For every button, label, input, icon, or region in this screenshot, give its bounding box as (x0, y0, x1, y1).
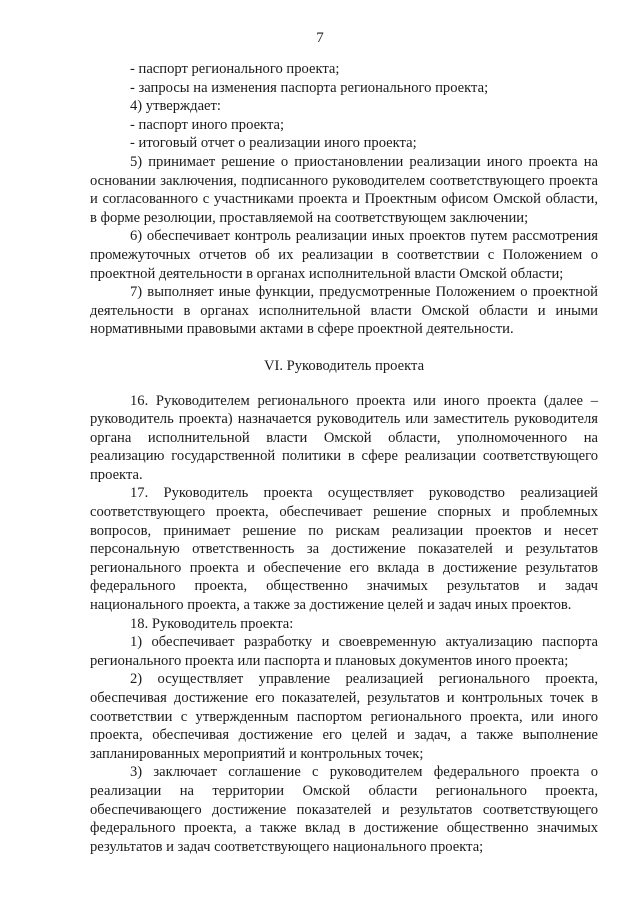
list-item: - паспорт иного проекта; (130, 116, 285, 133)
paragraph: 2) осуществляет управление реализацией регионального проекта, обеспечивая достижение его показателей, результатов и контрольных точек в соответствии с утвержденным паспортом регионального проекта, или иного проекта, обеспечивая достижение его целей и задач, а также выполнение запланированных мероприятий и контрольных точек; (90, 671, 598, 762)
paragraph: 6) обеспечивает контроль реализации иных проектов путем рассмотрения промежуточных отчетов об их реализации в соответствии с Положением о проектной деятельности в органах исполнительной власти Омской области; (90, 228, 598, 282)
paragraph: 5) принимает решение о приостановлении реализации иного проекта на основании заключения, подписанного руководителем соответствующего проекта и согласованного с участниками проекта и Проектным офисом Омской области, в форме резолюции, проставляемой на соответствующем заключении; (90, 153, 598, 226)
paragraph: 17. Руководитель проекта осуществляет руководство реализацией соответствующего проекта, обеспечивает решение спорных и проблемных вопросов, принимает решение по рискам реализации проектов и несет персональную ответственность за достижение показателей и результатов регионального проекта и обеспечение его вклада в достижение результатов федерального проекта, общественно значимых результатов и задач национального проекта, а также за достижение целей и задач иных проектов. (90, 485, 598, 614)
paragraph: 18. Руководитель проекта: (130, 615, 294, 632)
paragraph: 16. Руководителем регионального проекта или иного проекта (далее – руководитель проекта) назначается руководитель или заместитель руководителя органа исполнительной власти Омской области, уполномоченного на реализацию государственной политики в сфере реализации соответствующего проекта. (90, 392, 598, 483)
list-item: - итоговый отчет о реализации иного проекта; (130, 135, 417, 152)
list-item: - запросы на изменения паспорта регионального проекта; (130, 79, 489, 96)
page-number: 7 (316, 30, 324, 46)
document-body (90, 60, 598, 856)
paragraph: 1) обеспечивает разработку и своевременную актуализацию паспорта регионального проекта или паспорта и плановых документов иного проекта; (90, 634, 598, 669)
paragraph: 7) выполняет иные функции, предусмотренные Положением о проектной деятельности в органах исполнительной власти Омской области и иными нормативными правовыми актами в сфере проектной деятельности. (90, 284, 598, 338)
list-item: 4) утверждает: (130, 98, 221, 115)
section-heading: VI. Руководитель проекта (263, 357, 425, 374)
paragraph: 3) заключает соглашение с руководителем федерального проекта о реализации на территории Омской области регионального проекта, обеспечивающего достижение показателей и результатов соответствующего федерального проекта, а также вклад в достижение общественно значимых результатов и задач соответствующего национального проекта; (90, 764, 598, 855)
list-item: - паспорт регионального проекта; (130, 61, 340, 77)
